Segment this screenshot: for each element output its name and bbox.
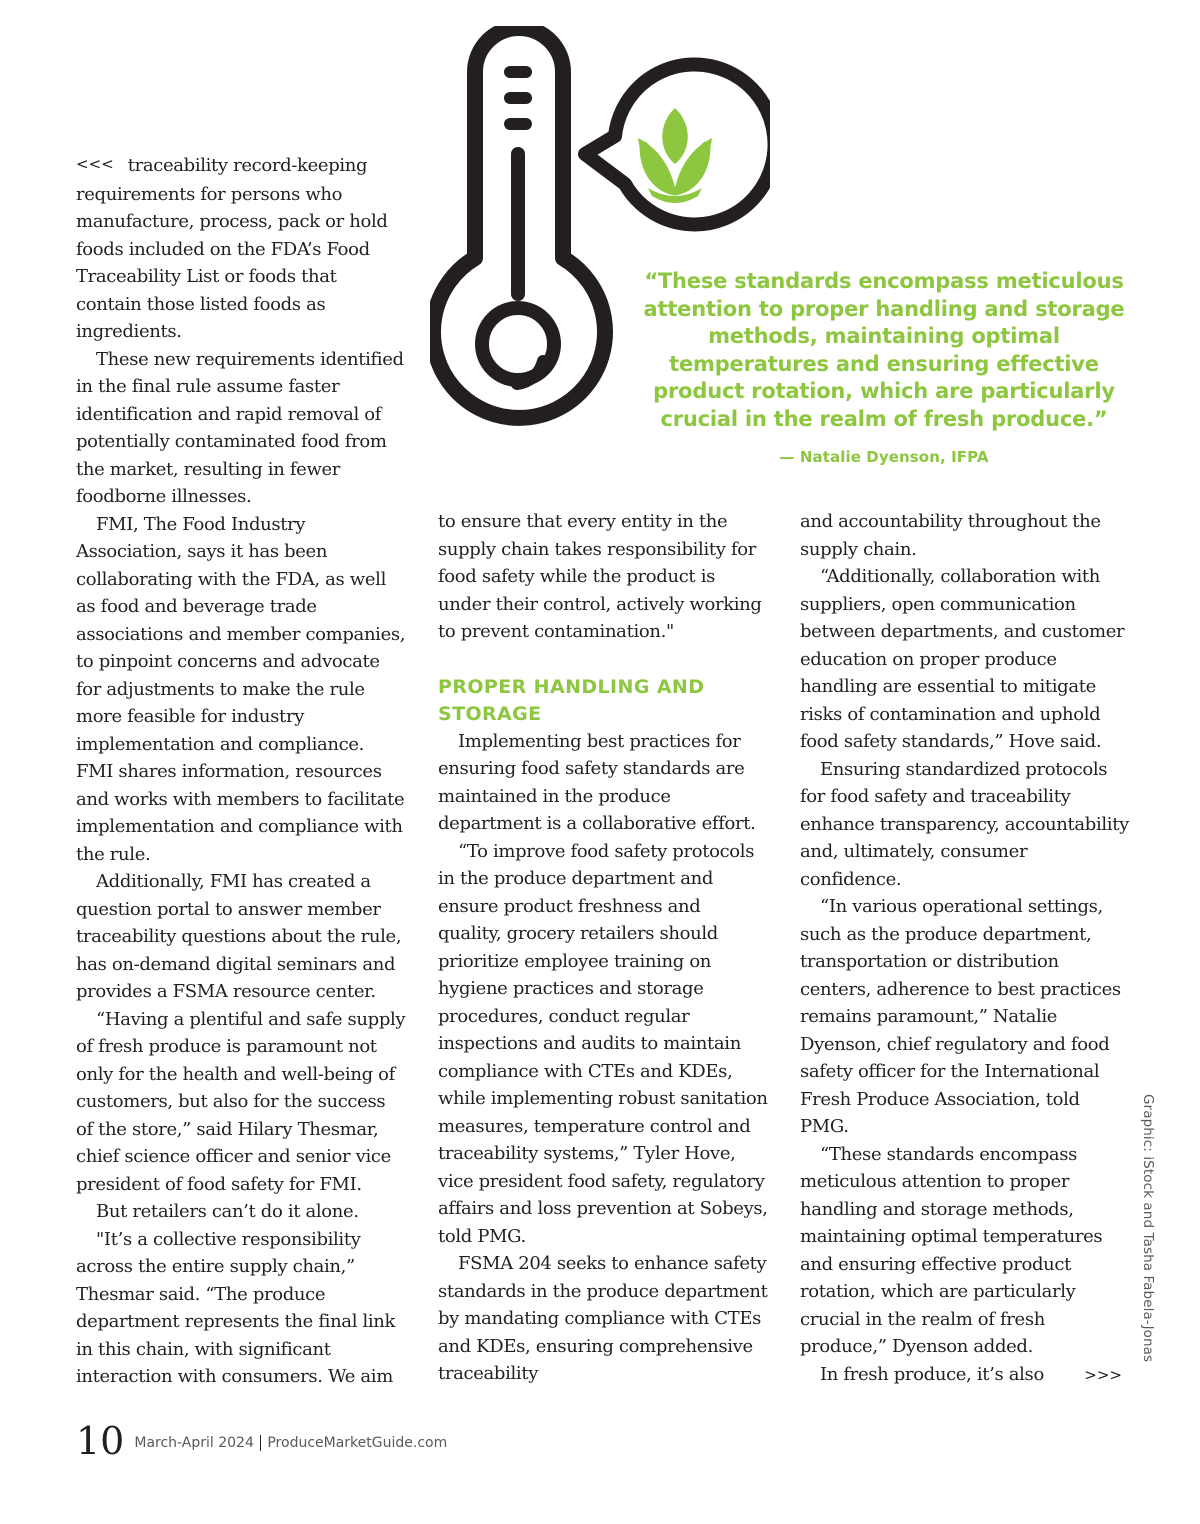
paragraph: “In various operational settings, such as the produce department, transportation or distribution centers, adherence to best practices remains paramount,” Natalie Dyenson, chief regulatory and food safety officer for the International Fresh Produce Association, told PMG. — [800, 896, 1121, 1137]
paragraph: <<< traceability record-keeping requirements for persons who manufacture, process, pack or hold foods included on the FDA’s Food Traceability List or foods that contain those listed foods as ingredients. — [76, 155, 388, 342]
section-subhead: PROPER HANDLING AND STORAGE — [438, 675, 705, 725]
paragraph: "It’s a collective responsibility across the entire supply chain,” Thesmar said. “The produce department represents the final link in this chain, with significant interaction with consumers. We aim — [76, 1228, 396, 1387]
footer-divider — [260, 1435, 262, 1451]
issue-date: March-April 2024 — [134, 1435, 254, 1451]
article-column-3 — [800, 508, 1130, 1388]
paragraph: But retailers can’t do it alone. — [96, 1201, 359, 1222]
page-footer — [76, 1414, 448, 1463]
paragraph: and accountability throughout the supply chain. — [800, 511, 1101, 560]
paragraph: FSMA 204 seeks to enhance safety standards in the produce department by mandating compliance with CTEs and KDEs, ensuring comprehensive traceability — [438, 1253, 768, 1384]
pull-quote-attribution: — Natalie Dyenson, IFPA — [779, 448, 989, 466]
paragraph: Ensuring standardized protocols for food safety and traceability enhance transparency, accountability and, ultimately, consumer confidence. — [800, 758, 1129, 890]
paragraph: Implementing best practices for ensuring food safety standards are maintained in the produce department is a collaborative effort. — [438, 730, 756, 834]
paragraph: “Having a plentiful and safe supply of fresh produce is paramount not only for the health and well-being of customers, but also for the success of the store,” said Hilary Thesmar, chief science officer and senior vice president of food safety for FMI. — [76, 1008, 406, 1195]
continued-out-marker: >>> — [1084, 1366, 1122, 1384]
paragraph: “Additionally, collaboration with suppliers, open communication between departments, and customer education on proper produce handling are essential to mitigate risks of contamination and uphold food safety standards,” Hove said. — [800, 566, 1125, 752]
paragraph: “These standards encompass meticulous attention to proper handling and storage methods, maintaining optimal temperatures and ensuring effective product rotation, which are particularly crucial in the realm of fresh produce,” Dyenson added. — [800, 1143, 1103, 1357]
site-link[interactable]: ProduceMarketGuide.com — [267, 1435, 448, 1451]
graphic-credit: Graphic: iStock and Tasha Fabela-Jonas — [1140, 1094, 1156, 1363]
paragraph: “To improve food safety protocols in the produce department and ensure product freshness and quality, grocery retailers should prioritize employee training on hygiene practices and storage procedures, conduct regular inspections and audits to maintain compliance with CTEs and KDEs, while implementing robust sanitation measures, temperature control and traceability systems,” Tyler Hove, vice president food safety, regulatory affairs and loss prevention at Sobeys, told PMG. — [438, 840, 768, 1247]
continued-in-marker: <<< — [76, 155, 114, 173]
paragraph: Additionally, FMI has created a question portal to answer member traceability questions about the rule, has on-demand digital seminars and provides a FSMA resource center. — [76, 871, 402, 1002]
thermometer-icon — [433, 28, 605, 418]
pull-quote: “These standards encompass meticulous attention to proper handling and storage methods, maintaining optimal temperatures and ensuring effective product rotation, which are particularly crucial in the realm of fresh produce.” — [643, 269, 1125, 431]
paragraph: FMI, The Food Industry Association, says it has been collaborating with the FDA, as well as food and beverage trade associations and member companies, to pinpoint concerns and advocate for adjustments to make the rule more feasible for industry implementation and compliance. FMI shares information, resources and works with members to facilitate implementation and compliance with the rule. — [76, 513, 406, 865]
article-column-2 — [438, 508, 768, 1388]
page-number: 10 — [76, 1419, 125, 1463]
paragraph: to ensure that every entity in the supply chain takes responsibility for food safety while the product is under their control, actively working to prevent contamination." — [438, 511, 762, 642]
paragraph: These new requirements identified in the final rule assume faster identification and rapid removal of potentially contaminated food from the market, resulting in fewer foodborne illnesses. — [76, 348, 404, 507]
article-column-1 — [76, 152, 406, 1391]
paragraph: In fresh produce, it’s also — [820, 1363, 1044, 1385]
